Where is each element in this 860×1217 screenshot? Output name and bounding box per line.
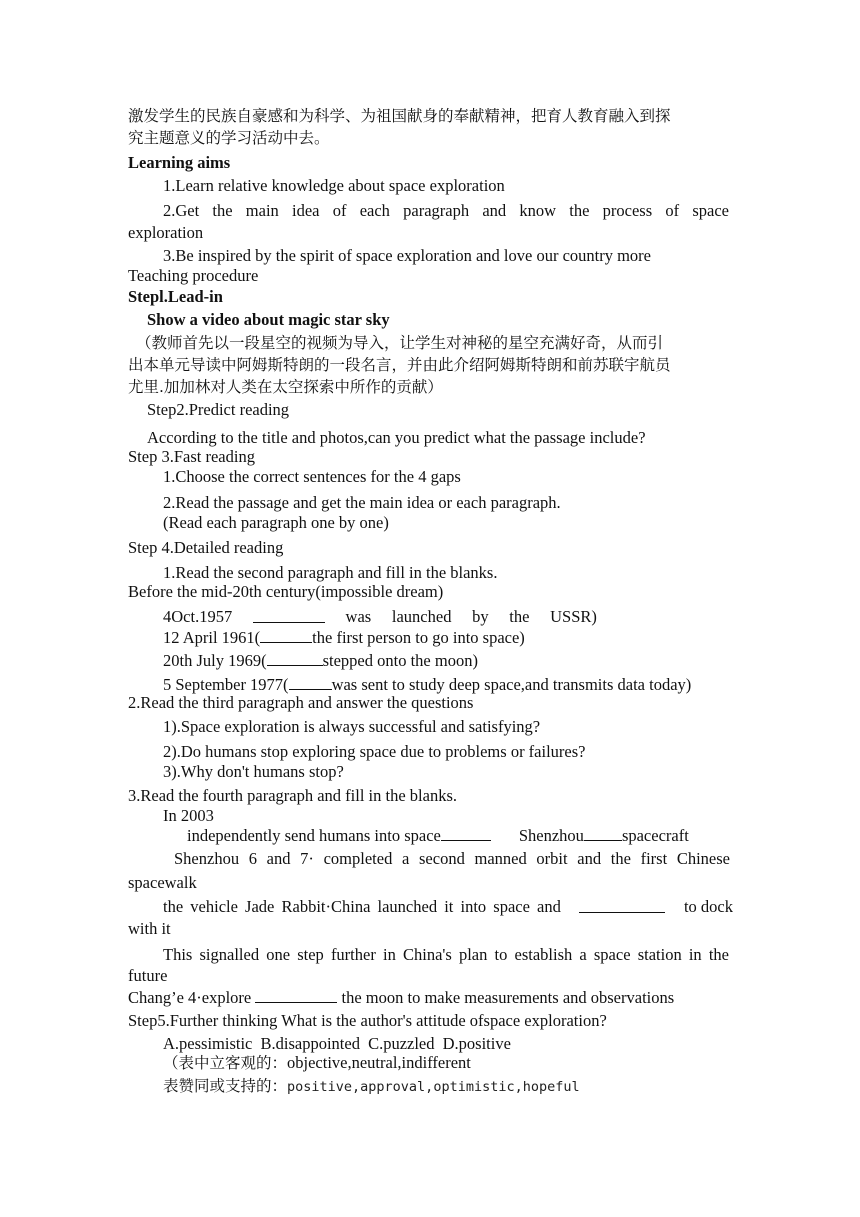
- before-mid-century: Before the mid-20th century(impossible dream): [128, 582, 444, 601]
- step4-heading: Step 4.Detailed reading: [128, 538, 284, 557]
- objective-row: [163, 1053, 471, 1073]
- question-2: 2).Do humans stop exploring space due to problems or failures?: [163, 742, 586, 761]
- timeline-date-1977: 5 September 1977(: [163, 675, 289, 694]
- para4-text: the vehicle Jade Rabbit·China launched it into space and: [163, 897, 561, 916]
- teaching-procedure-label: Teaching procedure: [128, 266, 259, 285]
- timeline-date-1961: 12 April 1961(: [163, 628, 261, 647]
- timeline-row-1969: [163, 650, 478, 671]
- step1-note-line-3: 尤里.加加林对人类在太空探索中所作的贡献）: [128, 378, 443, 396]
- blank-1969[interactable]: [267, 650, 323, 666]
- timeline-text-1977: was sent to study deep space,and transmits data today): [331, 675, 692, 694]
- timeline-text-1969: stepped onto the moon): [322, 651, 478, 670]
- timeline-text-1961: the first person to go into space): [312, 628, 525, 647]
- para4-row-3-cont: with it: [128, 919, 171, 938]
- para4-row-1: [187, 825, 689, 846]
- para4-row-4-cont: future: [128, 966, 168, 985]
- para4-row-4: This signalled one step further in China's plan to establish a space station in the: [163, 945, 729, 964]
- aim-item-3: 3.Be inspired by the spirit of space exploration and love our country more: [163, 246, 651, 265]
- para4-row-2-cont: spacewalk: [128, 873, 197, 892]
- step3-item-1: 1.Choose the correct sentences for the 4 gaps: [163, 467, 461, 486]
- step4-task-2: 2.Read the third paragraph and answer the questions: [128, 693, 474, 712]
- timeline-row-1961: [163, 627, 525, 648]
- para4-text: Chang’e 4·explore: [128, 988, 252, 1007]
- timeline-word: launched: [391, 607, 452, 626]
- question-3: 3).Why don't humans stop?: [163, 762, 344, 781]
- blank-shenzhou[interactable]: [584, 825, 622, 841]
- year-2003: In 2003: [163, 806, 214, 825]
- para4-text: Shenzhou: [518, 826, 584, 845]
- para4-row-3: [163, 897, 733, 917]
- positive-words: positive,approval,optimistic,hopeful: [287, 1079, 580, 1095]
- question-1: 1).Space exploration is always successful and satisfying?: [163, 717, 541, 736]
- timeline-row-1977: [163, 674, 691, 695]
- aim-item-2-cont: exploration: [128, 223, 204, 242]
- para4-text: to dock: [683, 897, 733, 916]
- blank-1957[interactable]: [253, 607, 325, 623]
- step4-task-3: 3.Read the fourth paragraph and fill in the blanks.: [128, 786, 457, 805]
- timeline-word: the: [509, 607, 530, 626]
- timeline-row-1957: [163, 607, 597, 627]
- timeline-date-1957: 4Oct.1957: [163, 607, 233, 626]
- timeline-date-1969: 20th July 1969(: [163, 651, 267, 670]
- para4-text: spacecraft: [621, 826, 689, 845]
- step3-item-2-note: (Read each paragraph one by one): [163, 513, 389, 532]
- intro-line-2: 究主题意义的学习活动中去。: [128, 129, 330, 147]
- timeline-word: USSR): [550, 607, 597, 626]
- aim-item-2: 2.Get the main idea of each paragraph and know the process of space: [163, 201, 729, 220]
- step4-task-1: 1.Read the second paragraph and fill in the blanks.: [163, 563, 498, 582]
- para4-row-5: [128, 987, 674, 1008]
- step3-heading: Step 3.Fast reading: [128, 447, 255, 466]
- blank-1977[interactable]: [289, 674, 332, 690]
- learning-aims-heading: Learning aims: [128, 153, 231, 172]
- objective-label: （表中立客观的：: [163, 1054, 288, 1072]
- step3-item-2: 2.Read the passage and get the main idea or each paragraph.: [163, 493, 561, 512]
- step1-subheading: Show a video about magic star sky: [147, 310, 390, 329]
- step1-note-line-2: 出本单元导读中阿姆斯特朗的一段名言，并由此介绍阿姆斯特朗和前苏联宇航员: [128, 356, 671, 374]
- step5-heading: Step5.Further thinking What is the author's attitude ofspace exploration?: [128, 1011, 607, 1030]
- aim-item-1: 1.Learn relative knowledge about space exploration: [163, 176, 505, 195]
- step2-question: According to the title and photos,can you predict what the passage include?: [147, 428, 646, 447]
- positive-row: [163, 1076, 580, 1097]
- blank-explore[interactable]: [255, 987, 337, 1003]
- intro-line-1: 激发学生的民族自豪感和为科学、为祖国献身的奉献精神，把育人教育融入到探: [128, 107, 671, 125]
- step2-heading: Step2.Predict reading: [147, 400, 290, 419]
- timeline-word: by: [472, 607, 489, 626]
- step5-options: A.pessimistic B.disappointed C.puzzled D.positive: [163, 1034, 511, 1053]
- para4-text: the moon to make measurements and observations: [341, 988, 675, 1007]
- para4-text: independently send humans into space: [187, 826, 441, 845]
- blank-space[interactable]: [441, 825, 491, 841]
- para4-row-2: Shenzhou 6 and 7· completed a second manned orbit and the first Chinese: [174, 849, 730, 868]
- timeline-word: was: [345, 607, 372, 626]
- objective-words: objective,neutral,indifferent: [287, 1053, 471, 1072]
- step1-note-line-1: （教师首先以一段星空的视频为导入，让学生对神秘的星空充满好奇，从而引: [136, 334, 664, 352]
- step1-heading: Stepl.Lead-in: [128, 287, 223, 306]
- blank-1961[interactable]: [260, 627, 312, 643]
- positive-label: 表赞同或支持的：: [163, 1077, 288, 1095]
- blank-dock[interactable]: [579, 897, 665, 913]
